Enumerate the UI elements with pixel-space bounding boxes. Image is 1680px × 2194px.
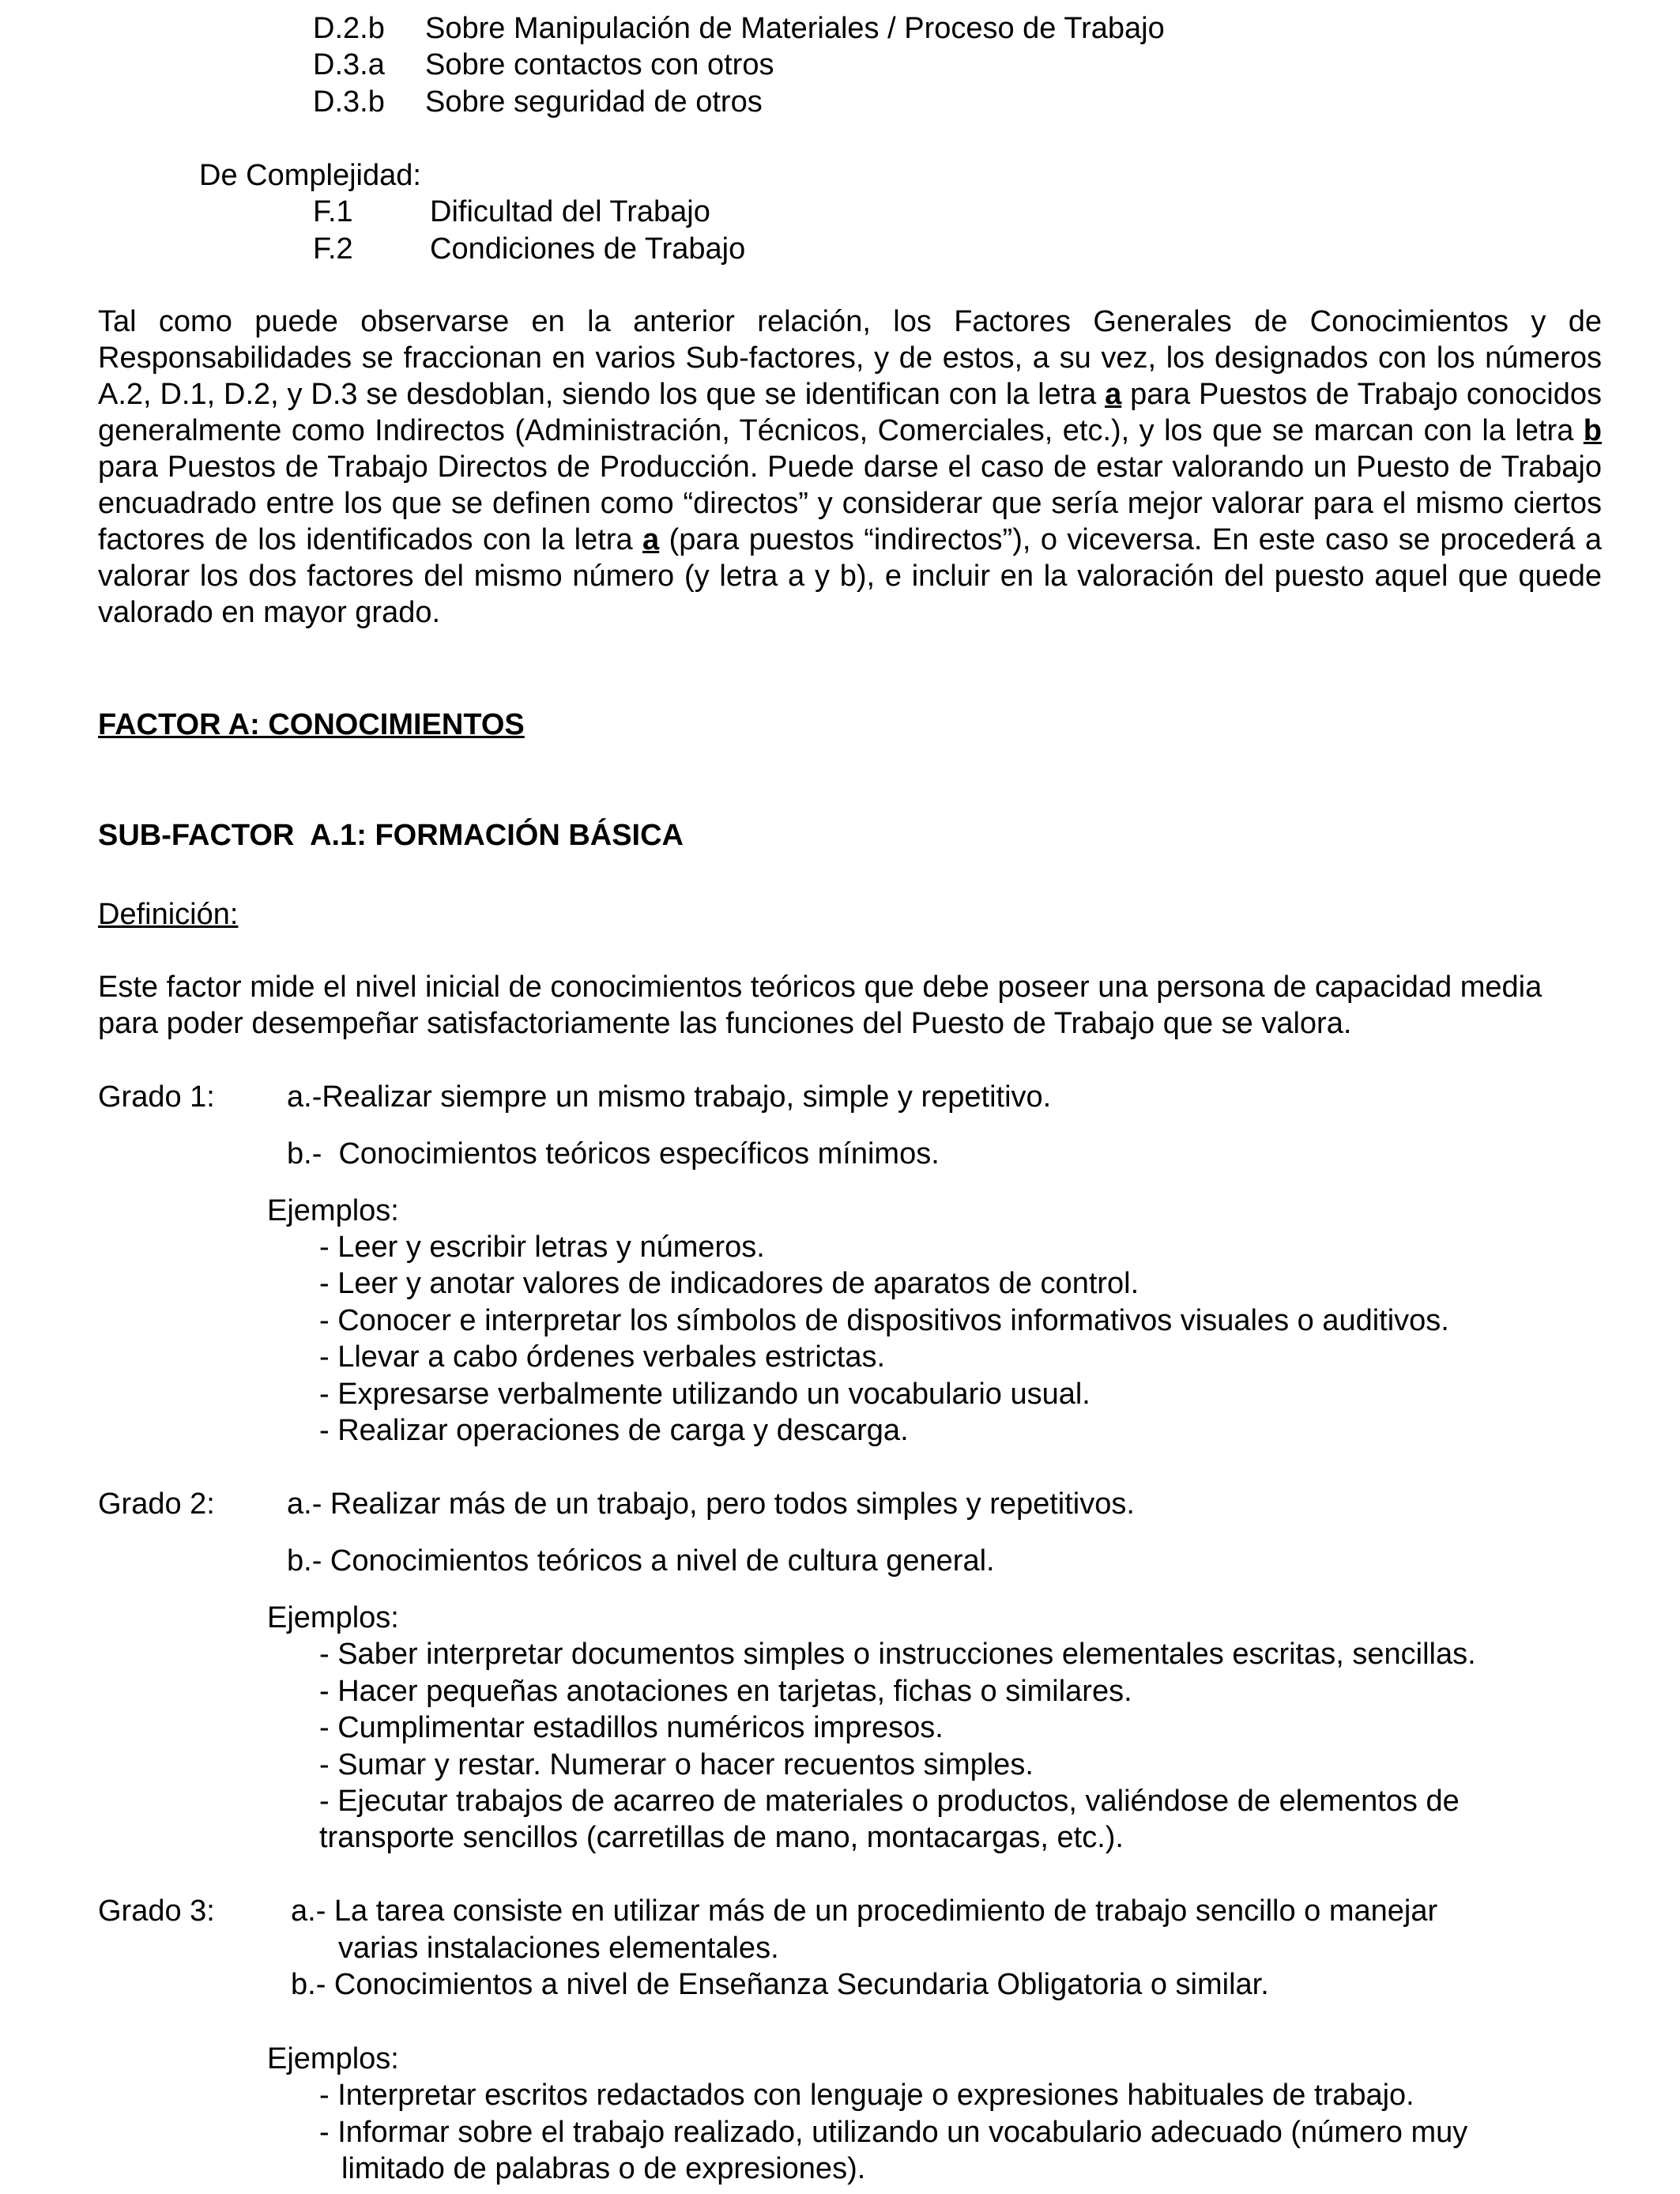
paragraph-text: para Puestos de Trabajo Directos de Producción. Puede darse el caso de estar valorando un Puesto de Trabajo encuadrado entre los que se definen como “directos” y considerar que sería mejor valorar para el mismo ciertos factores de los identificados con la letra bbox=[98, 450, 1602, 556]
item-code: F.1 bbox=[313, 195, 353, 228]
ejemplos-label: Ejemplos: bbox=[267, 1194, 399, 1227]
grado-item-a: a.-Realizar siempre un mismo trabajo, simple y repetitivo. bbox=[287, 1080, 1052, 1114]
ejemplo-item: - Leer y escribir letras y números. bbox=[319, 1231, 765, 1264]
grado-item-b: b.- Conocimientos teóricos específicos mínimos. bbox=[287, 1137, 940, 1171]
item-code: D.3.b bbox=[313, 85, 385, 119]
ejemplo-item: - Realizar operaciones de carga y descarga. bbox=[319, 1414, 909, 1447]
letter-a-mark: a bbox=[642, 523, 660, 556]
item-code: D.3.a bbox=[313, 48, 385, 81]
ejemplo-item: transporte sencillos (carretillas de mano, montacargas, etc.). bbox=[319, 1821, 1124, 1854]
grado-item-a-cont: varias instalaciones elementales. bbox=[338, 1932, 779, 1965]
paragraph-text: (para puestos “indirectos”), o viceversa. En este caso se procederá a valorar los dos factores del mismo número (y letra a y b), e incluir en la valoración del puesto aquel que quede valorado en mayor grado. bbox=[98, 523, 1602, 629]
list-item bbox=[313, 47, 774, 83]
list-item bbox=[313, 194, 710, 230]
definicion-text: Este factor mide el nivel inicial de conocimientos teóricos que debe poseer una persona de capacidad media para poder desempeñar satisfactoriamente las funciones del Puesto de Trabajo que se valora. bbox=[98, 971, 1543, 1040]
ejemplo-item: - Conocer e interpretar los símbolos de dispositivos informativos visuales o auditivos. bbox=[319, 1304, 1449, 1337]
grado-label: Grado 2: bbox=[98, 1487, 215, 1521]
ejemplo-item: - Sumar y restar. Numerar o hacer recuentos simples. bbox=[319, 1748, 1034, 1781]
item-text: Sobre Manipulación de Materiales / Proceso de Trabajo bbox=[425, 12, 1165, 45]
ejemplos-label: Ejemplos: bbox=[267, 1601, 399, 1634]
intro-paragraph bbox=[98, 303, 1602, 631]
letter-b-mark: b bbox=[1583, 414, 1602, 447]
ejemplos-label: Ejemplos: bbox=[267, 2042, 399, 2075]
ejemplo-item: - Leer y anotar valores de indicadores de aparatos de control. bbox=[319, 1267, 1139, 1300]
item-text: Sobre contactos con otros bbox=[425, 48, 774, 81]
letter-a-mark: a bbox=[1105, 378, 1122, 411]
ejemplo-item: - Hacer pequeñas anotaciones en tarjetas, fichas o similares. bbox=[319, 1675, 1132, 1708]
complejidad-heading: De Complejidad: bbox=[199, 159, 421, 192]
grado-label: Grado 1: bbox=[98, 1080, 215, 1114]
factor-heading: FACTOR A: CONOCIMIENTOS bbox=[98, 708, 525, 741]
item-text: Condiciones de Trabajo bbox=[430, 232, 746, 266]
grado-item-a: a.- La tarea consiste en utilizar más de un procedimiento de trabajo sencillo o manejar bbox=[291, 1894, 1438, 1928]
list-item bbox=[313, 231, 745, 267]
grado-item-b: b.- Conocimientos teóricos a nivel de cultura general. bbox=[287, 1544, 995, 1578]
item-code: D.2.b bbox=[313, 12, 385, 45]
definicion-label: Definición: bbox=[98, 898, 239, 931]
ejemplo-item: - Saber interpretar documentos simples o instrucciones elementales escritas, sencillas. bbox=[319, 1638, 1476, 1671]
paragraph-text: Tal como puede observarse en la anterior relación, los Factores Generales de Conocimientos y de Responsabilidades se fraccionan en varios Sub-factores, y de estos, a su vez, los designados con los números A.2, D.1, D.2, y D.3 se desdoblan, siendo los que se identifican con la letra bbox=[98, 305, 1602, 411]
item-code: F.2 bbox=[313, 232, 353, 266]
ejemplo-item: - Expresarse verbalmente utilizando un vocabulario usual. bbox=[319, 1378, 1090, 1411]
grado-item-b: b.- Conocimientos a nivel de Enseñanza Secundaria Obligatoria o similar. bbox=[291, 1968, 1269, 2001]
list-item bbox=[313, 84, 763, 120]
ejemplo-item: limitado de palabras o de expresiones). bbox=[341, 2152, 866, 2185]
grado-item-a: a.- Realizar más de un trabajo, pero todos simples y repetitivos. bbox=[287, 1487, 1135, 1521]
ejemplo-item: - Llevar a cabo órdenes verbales estrictas. bbox=[319, 1340, 886, 1374]
subfactor-heading: SUB-FACTOR A.1: FORMACIÓN BÁSICA bbox=[98, 819, 684, 852]
ejemplo-item: - Cumplimentar estadillos numéricos impresos. bbox=[319, 1711, 944, 1744]
paragraph-text: para Puestos de Trabajo conocidos generalmente como Indirectos (Administración, Técnicos, Comerciales, etc.), y los que se marcan con la letra bbox=[98, 378, 1602, 447]
ejemplo-item: - Ejecutar trabajos de acarreo de materiales o productos, valiéndose de elementos de bbox=[319, 1785, 1460, 1818]
grado-label: Grado 3: bbox=[98, 1894, 215, 1928]
item-text: Dificultad del Trabajo bbox=[430, 195, 710, 228]
list-item bbox=[313, 10, 1165, 47]
ejemplo-item: - Informar sobre el trabajo realizado, utilizando un vocabulario adecuado (número muy bbox=[319, 2116, 1468, 2149]
item-text: Sobre seguridad de otros bbox=[425, 85, 763, 119]
ejemplo-item: - Interpretar escritos redactados con lenguaje o expresiones habituales de trabajo. bbox=[319, 2079, 1414, 2112]
